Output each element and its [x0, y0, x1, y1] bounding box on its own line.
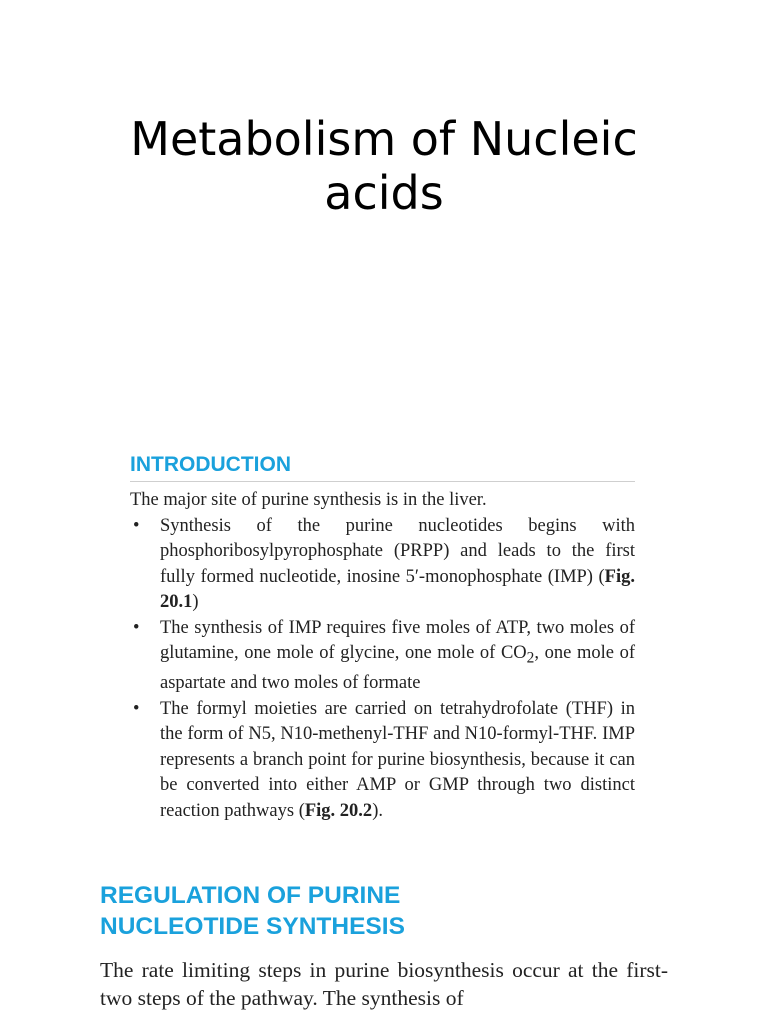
regulation-heading-line1: REGULATION OF PURINE	[100, 882, 401, 909]
regulation-section	[100, 880, 668, 1012]
heading-divider	[130, 481, 635, 482]
list-item	[130, 616, 635, 697]
bullet-text-tail: , one mole of aspartate and two moles of formate	[160, 643, 635, 694]
bullet-icon: •	[133, 515, 140, 536]
bullet-text-tail: )	[192, 592, 199, 612]
introduction-lead: The major site of purine synthesis is in the liver.	[130, 490, 487, 510]
regulation-heading	[100, 880, 668, 942]
figure-reference: Fig. 20.1	[160, 566, 635, 612]
list-item	[130, 514, 635, 616]
subscript: 2	[526, 649, 535, 667]
bullet-text: The formyl moieties are carried on tetrahydrofolate (THF) in the form of N5, N10-methenyl-THF and N10-formyl-THF. IMP represents a branch point for purine biosynthesis, because it can be converted into either AMP or GMP through two distinct reaction pathways (	[160, 698, 635, 821]
bullet-icon: •	[133, 698, 140, 719]
page-title	[0, 112, 768, 220]
regulation-body: The rate limiting steps in purine biosynthesis occur at the first-two steps of the pathway. The synthesis of	[100, 958, 668, 1010]
bullet-icon: •	[133, 617, 140, 638]
bullet-text: The synthesis of IMP requires five moles of ATP, two moles of glutamine, one mole of glycine, one mole of CO	[160, 617, 635, 663]
introduction-heading: INTRODUCTION	[130, 453, 291, 476]
bullet-text: Synthesis of the purine nucleotides begins with phosphoribosylpyrophosphate (PRPP) and leads to the first fully formed nucleotide, inosine 5′-monophosphate (IMP) (	[160, 515, 635, 587]
list-item	[130, 697, 635, 825]
figure-reference: Fig. 20.2	[304, 800, 373, 821]
introduction-bullets	[130, 514, 635, 825]
page-title-line1: Metabolism of Nucleic	[130, 112, 638, 166]
regulation-heading-line2: NUCLEOTIDE SYNTHESIS	[100, 913, 405, 940]
page-title-line2: acids	[324, 166, 444, 220]
bullet-text-tail: ).	[372, 800, 383, 821]
introduction-section	[130, 452, 635, 824]
